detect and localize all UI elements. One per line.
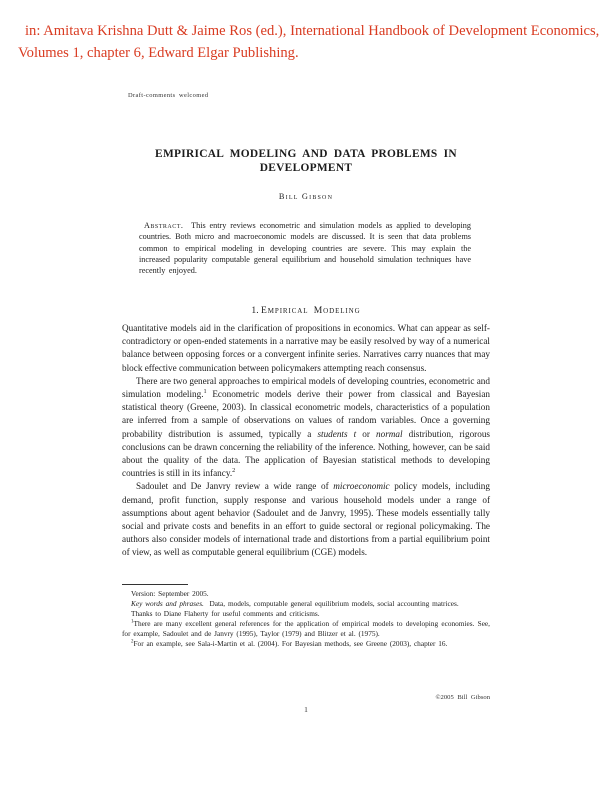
section-heading: 1. Empirical Modeling — [251, 305, 361, 316]
publication-note — [18, 21, 604, 64]
author-name: Bill Gibson — [278, 192, 334, 201]
paragraph: There are two general approaches to empirical models of developing countries, econometric and simulation modeling.$^1$ Econometric models derive their power from classical and Bayesian statistical theory (Greene, 2003). In classical econometric models, characteristics of a population are inferred from a sample of observations on values of random variables. Once a governing probability distribution is assumed, typically a students t or normal distribution, rigorous conclusions can be drawn concerning the reliability of the inference. Nothing, however, can be said about the quality of the data. The application of Bayesian statistical methods to developing countries is still in its infancy.$^2$ — [122, 375, 491, 479]
footnote-thanks: Thanks to Diane Flaherty for useful comments and criticisms. — [131, 608, 320, 618]
page-number: 1 — [304, 705, 308, 714]
footnotes — [122, 589, 490, 648]
body-text — [122, 322, 490, 560]
paper-title-line: EMPIRICAL MODELING AND DATA PROBLEMS IN — [155, 148, 457, 160]
draft-note: Draft-comments welcomed — [128, 92, 209, 99]
paragraph: Quantitative models aid in the clarification of propositions in economics. What can appear as self-contradictory or open-ended statements in a narrative may be easily resolved by way of a numerical balance between opposing forces or a convergent infinite series. Narratives carry nuances that may block effective communication between policymakers attempting reach consensus. — [122, 323, 490, 373]
publication-note-line: Volumes 1, chapter 6, Edward Elgar Publishing. — [18, 44, 299, 61]
footnote-2: $^2$For an example, see Sala-i-Martin et al. (2004). For Bayesian methods, see Greene (2003), chapter 16. — [131, 638, 448, 648]
abstract: Abstract. This entry reviews econometric and simulation models as applied to developing countries. Both micro and macroeconomic models are discussed. It is seen that data problems common to empirical modeling in developing countries are severe. This may explain the increased popularity computable general equilibrium and household simulation techniques have recently enjoyed. — [139, 221, 471, 276]
publication-note-line: in: Amitava Krishna Dutt & Jaime Ros (ed.), International Handbook of Development Economics, — [25, 23, 600, 39]
footnote-keywords: Key words and phrases. Data, models, computable general equilibrium models, social accounting matrices. — [131, 598, 459, 608]
paper-title-line: DEVELOPMENT — [259, 162, 353, 174]
paragraph: Sadoulet and De Janvry review a wide range of microeconomic policy models, including demand, profit function, supply response and various household models under a range of assumptions about agent behavior (Sadoulet and de Janvry, 1995). These models essentially tally social and private costs and benefits in an effort to guide sectoral or regional policymaking. The authors also consider models of international trade and distortions from a partial equilibrium point of view, as well as computable general equilibrium (CGE) models. — [122, 481, 490, 558]
footnote-1: $^1$There are many excellent general references for the application of empirical models to developing economies. See, for example, Sadoulet and de Janvry (1995), Taylor (1979) and Blitzer et al. (1975). — [122, 618, 490, 638]
footnote-rule — [122, 584, 188, 585]
footnote-version: Version: September 2005. — [131, 589, 209, 598]
paper-title — [122, 147, 490, 175]
copyright-notice: ©2005 Bill Gibson — [435, 694, 490, 701]
